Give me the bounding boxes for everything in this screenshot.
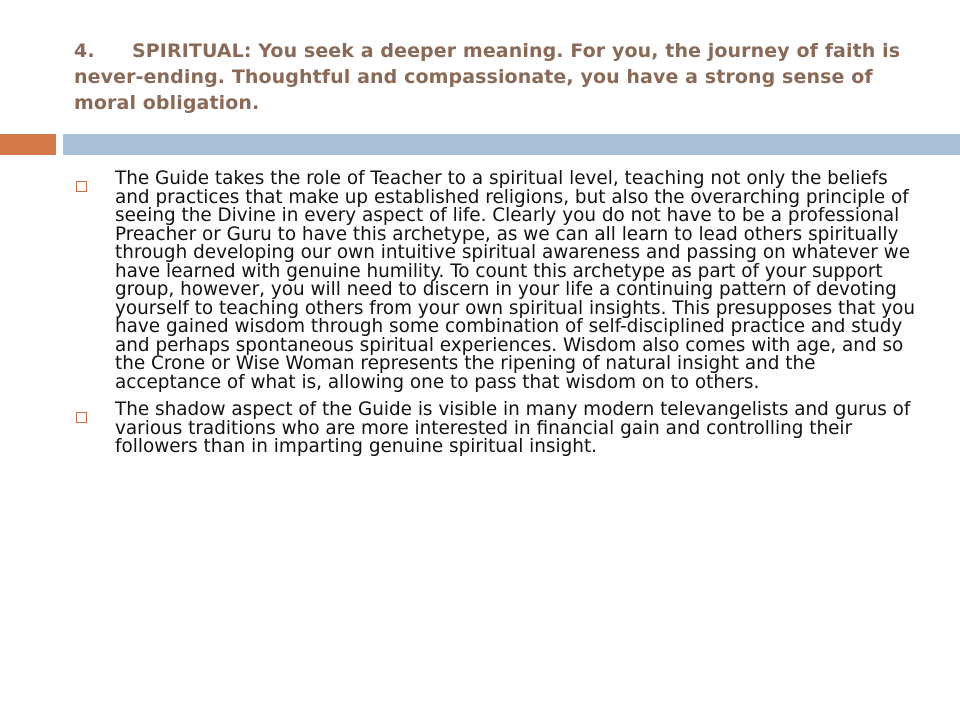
square-bullet-icon bbox=[76, 181, 87, 192]
square-bullet-icon bbox=[76, 412, 87, 423]
bullet-list bbox=[76, 170, 916, 466]
slide-title bbox=[74, 38, 904, 116]
accent-bar-blue bbox=[63, 134, 960, 155]
list-item bbox=[76, 170, 916, 392]
title-text: SPIRITUAL: You seek a deeper meaning. For you, the journey of faith is never-ending. Thoughtful and compassionate, you have a strong sense of moral obligation. bbox=[74, 40, 901, 114]
list-item bbox=[76, 401, 916, 457]
accent-bar-orange bbox=[0, 134, 56, 155]
title-number: 4. bbox=[74, 40, 95, 62]
bullet-text: The Guide takes the role of Teacher to a spiritual level, teaching not only the beliefs and practices that make up established religions, but also the overarching principle of seeing the Divine in every aspect of life. Clearly you do not have to be a professional Preacher or Guru to have this archetype, as we can all learn to lead others spiritually through developing our own intuitive spiritual awareness and passing on whatever we have learned with genuine humility. To count this archetype as part of your support group, however, you will need to discern in your life a continuing pattern of devoting yourself to teaching others from your own spiritual insights. This presupposes that you have gained wisdom through some combination of self-disciplined practice and study and perhaps spontaneous spiritual experiences. Wisdom also comes with age, and so the Crone or Wise Woman represents the ripening of natural insight and the acceptance of what is, allowing one to pass that wisdom on to others. bbox=[115, 168, 916, 393]
bullet-text: The shadow aspect of the Guide is visible in many modern televangelists and gurus of various traditions who are more interested in financial gain and controlling their followers than in imparting genuine spiritual insight. bbox=[115, 399, 911, 457]
